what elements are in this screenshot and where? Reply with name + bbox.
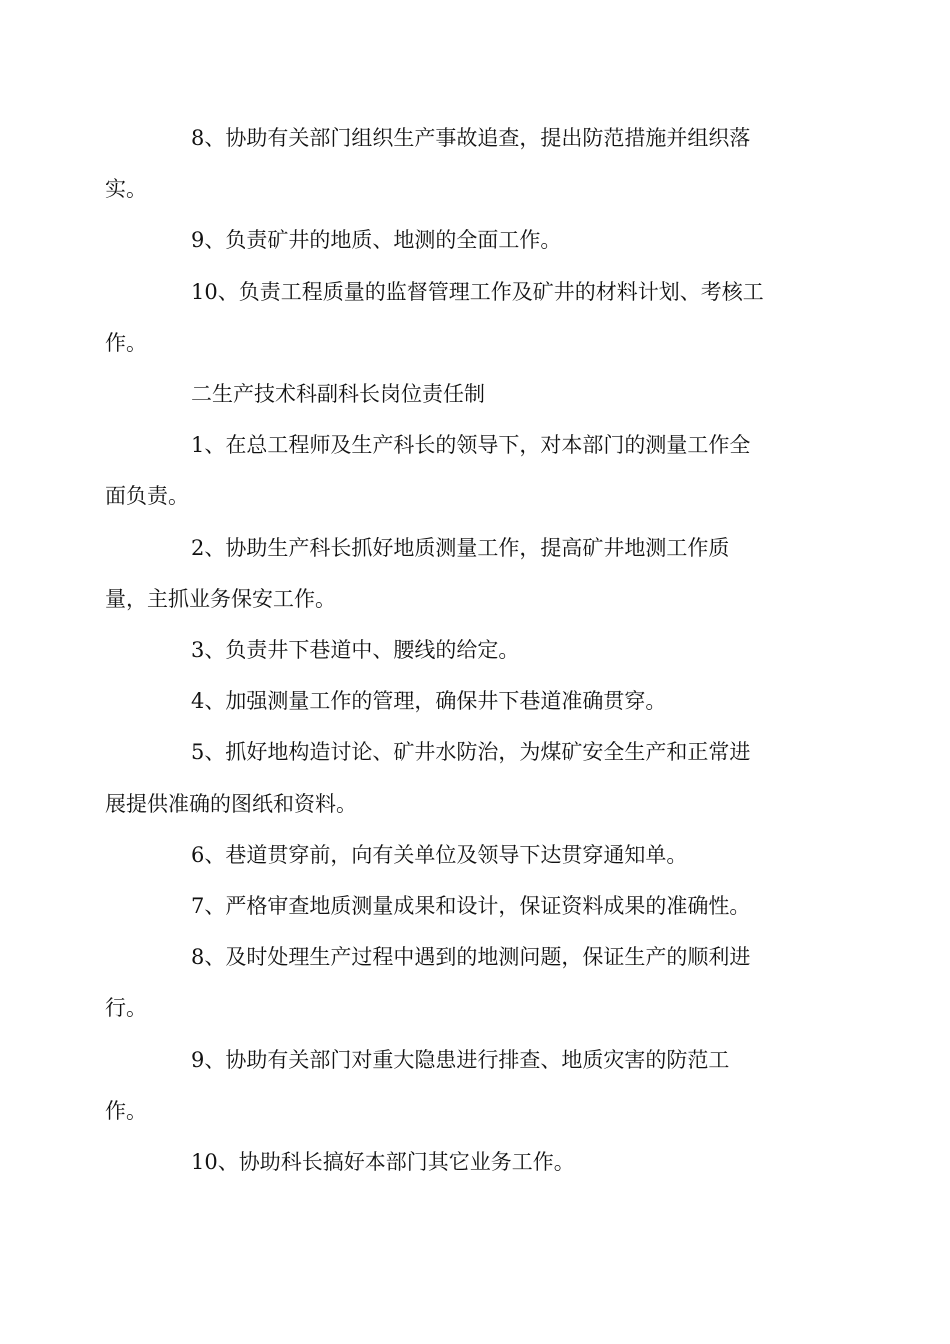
text-line: 量，主抓业务保安工作。	[105, 586, 336, 611]
text-line: 二生产技术科副科长岗位责任制	[191, 382, 485, 407]
paragraph	[148, 881, 800, 932]
text-line: 1、在总工程师及生产科长的领导下，对本部门的测量工作全	[191, 433, 751, 458]
paragraph	[105, 727, 800, 829]
text-line: 8、协助有关部门组织生产事故追查，提出防范措施并组织落	[191, 126, 751, 150]
text-line: 行。	[105, 996, 147, 1021]
paragraph	[148, 215, 800, 266]
section-heading	[148, 369, 800, 420]
paragraph	[105, 1035, 800, 1137]
text-line: 2、协助生产科长抓好地质测量工作，提高矿井地测工作质	[191, 535, 730, 560]
paragraph	[148, 830, 800, 881]
paragraph	[148, 1137, 800, 1188]
paragraph	[105, 932, 800, 1034]
text-line: 6、巷道贯穿前，向有关单位及领导下达贯穿通知单。	[191, 842, 688, 867]
paragraph	[148, 625, 800, 676]
paragraph	[148, 676, 800, 727]
text-line: 展提供准确的图纸和资料。	[105, 791, 357, 816]
text-line: 7、严格审查地质测量成果和设计，保证资料成果的准确性。	[191, 894, 751, 919]
text-line: 8、及时处理生产过程中遇到的地测问题，保证生产的顺利进	[191, 945, 751, 970]
paragraph	[105, 267, 800, 369]
paragraph	[105, 113, 800, 215]
text-line: 9、负责矿井的地质、地测的全面工作。	[191, 228, 562, 253]
text-line: 实。	[105, 177, 147, 202]
text-line: 10、协助科长搞好本部门其它业务工作。	[191, 1150, 575, 1175]
text-line: 5、抓好地构造讨论、矿井水防治，为煤矿安全生产和正常进	[191, 740, 751, 765]
paragraph	[105, 420, 800, 522]
paragraph	[105, 523, 800, 625]
text-line: 10、负责工程质量的监督管理工作及矿井的材料计划、考核工	[191, 279, 764, 304]
text-line: 面负责。	[105, 484, 189, 509]
text-line: 作。	[105, 1098, 147, 1123]
text-line: 3、负责井下巷道中、腰线的给定。	[191, 638, 520, 663]
text-line: 作。	[105, 330, 147, 355]
text-line: 4、加强测量工作的管理，确保井下巷道准确贯穿。	[191, 689, 667, 714]
document-body	[105, 113, 800, 1188]
text-line: 9、协助有关部门对重大隐患进行排查、地质灾害的防范工	[191, 1047, 730, 1072]
